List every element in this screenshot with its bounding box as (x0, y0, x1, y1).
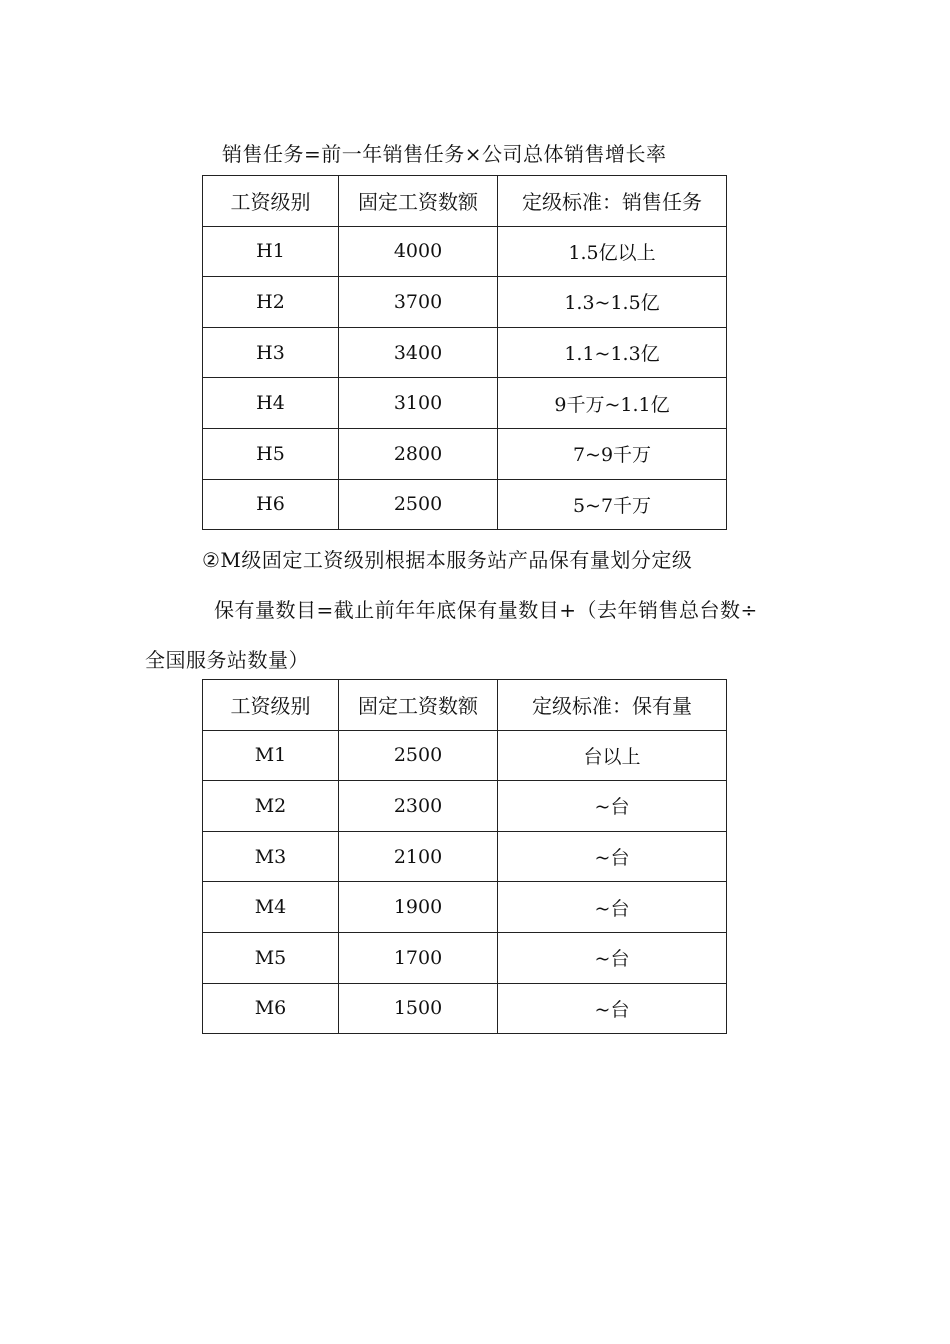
criteria-cell: 9千万~1.1亿 (498, 378, 727, 429)
table-row (203, 277, 727, 328)
criteria-cell: ~台 (498, 983, 727, 1034)
criteria-cell: ~台 (498, 781, 727, 832)
header-grade: 工资级别 (203, 680, 339, 731)
salary-cell: 2800 (339, 428, 498, 479)
table-row (203, 983, 727, 1034)
h-grade-salary-table (202, 175, 727, 530)
grade-cell: M2 (203, 781, 339, 832)
salary-cell: 4000 (339, 226, 498, 277)
salary-cell: 3100 (339, 378, 498, 429)
salary-cell: 1700 (339, 932, 498, 983)
table-row (203, 479, 727, 530)
table-row (203, 932, 727, 983)
grade-cell: M1 (203, 730, 339, 781)
table-header-row (203, 176, 727, 227)
table-row (203, 730, 727, 781)
salary-cell: 3400 (339, 327, 498, 378)
criteria-cell: 1.5亿以上 (498, 226, 727, 277)
criteria-cell: ~台 (498, 932, 727, 983)
table-row (203, 226, 727, 277)
header-grade: 工资级别 (203, 176, 339, 227)
grade-cell: M6 (203, 983, 339, 1034)
grade-cell: H5 (203, 428, 339, 479)
grade-cell: H2 (203, 277, 339, 328)
salary-cell: 2500 (339, 479, 498, 530)
header-criteria: 定级标准：保有量 (498, 680, 727, 731)
holding-formula-line1: 保有量数目=截止前年年底保有量数目+（去年销售总台数÷ (214, 598, 758, 622)
salary-cell: 2100 (339, 831, 498, 882)
criteria-cell: 5~7千万 (498, 479, 727, 530)
table-row (203, 831, 727, 882)
m-grade-salary-table (202, 679, 727, 1034)
salary-cell: 1900 (339, 882, 498, 933)
table-row (203, 327, 727, 378)
salary-cell: 2300 (339, 781, 498, 832)
grade-cell: H6 (203, 479, 339, 530)
criteria-cell: 1.3~1.5亿 (498, 277, 727, 328)
table-row (203, 428, 727, 479)
criteria-cell: 1.1~1.3亿 (498, 327, 727, 378)
sales-task-formula: 销售任务=前一年销售任务×公司总体销售增长率 (222, 142, 667, 166)
table-row (203, 781, 727, 832)
grade-cell: H3 (203, 327, 339, 378)
criteria-cell: 7~9千万 (498, 428, 727, 479)
header-fixed-salary: 固定工资数额 (339, 176, 498, 227)
grade-cell: M5 (203, 932, 339, 983)
table-row (203, 882, 727, 933)
criteria-cell: 台以上 (498, 730, 727, 781)
salary-cell: 2500 (339, 730, 498, 781)
grade-cell: M3 (203, 831, 339, 882)
salary-cell: 1500 (339, 983, 498, 1034)
table-header-row (203, 680, 727, 731)
table-row (203, 378, 727, 429)
grade-cell: M4 (203, 882, 339, 933)
criteria-cell: ~台 (498, 831, 727, 882)
salary-cell: 3700 (339, 277, 498, 328)
header-fixed-salary: 固定工资数额 (339, 680, 498, 731)
header-criteria: 定级标准：销售任务 (498, 176, 727, 227)
grade-cell: H1 (203, 226, 339, 277)
m-grade-heading: ②M级固定工资级别根据本服务站产品保有量划分定级 (202, 548, 693, 572)
criteria-cell: ~台 (498, 882, 727, 933)
grade-cell: H4 (203, 378, 339, 429)
holding-formula-line2: 全国服务站数量） (145, 648, 309, 672)
